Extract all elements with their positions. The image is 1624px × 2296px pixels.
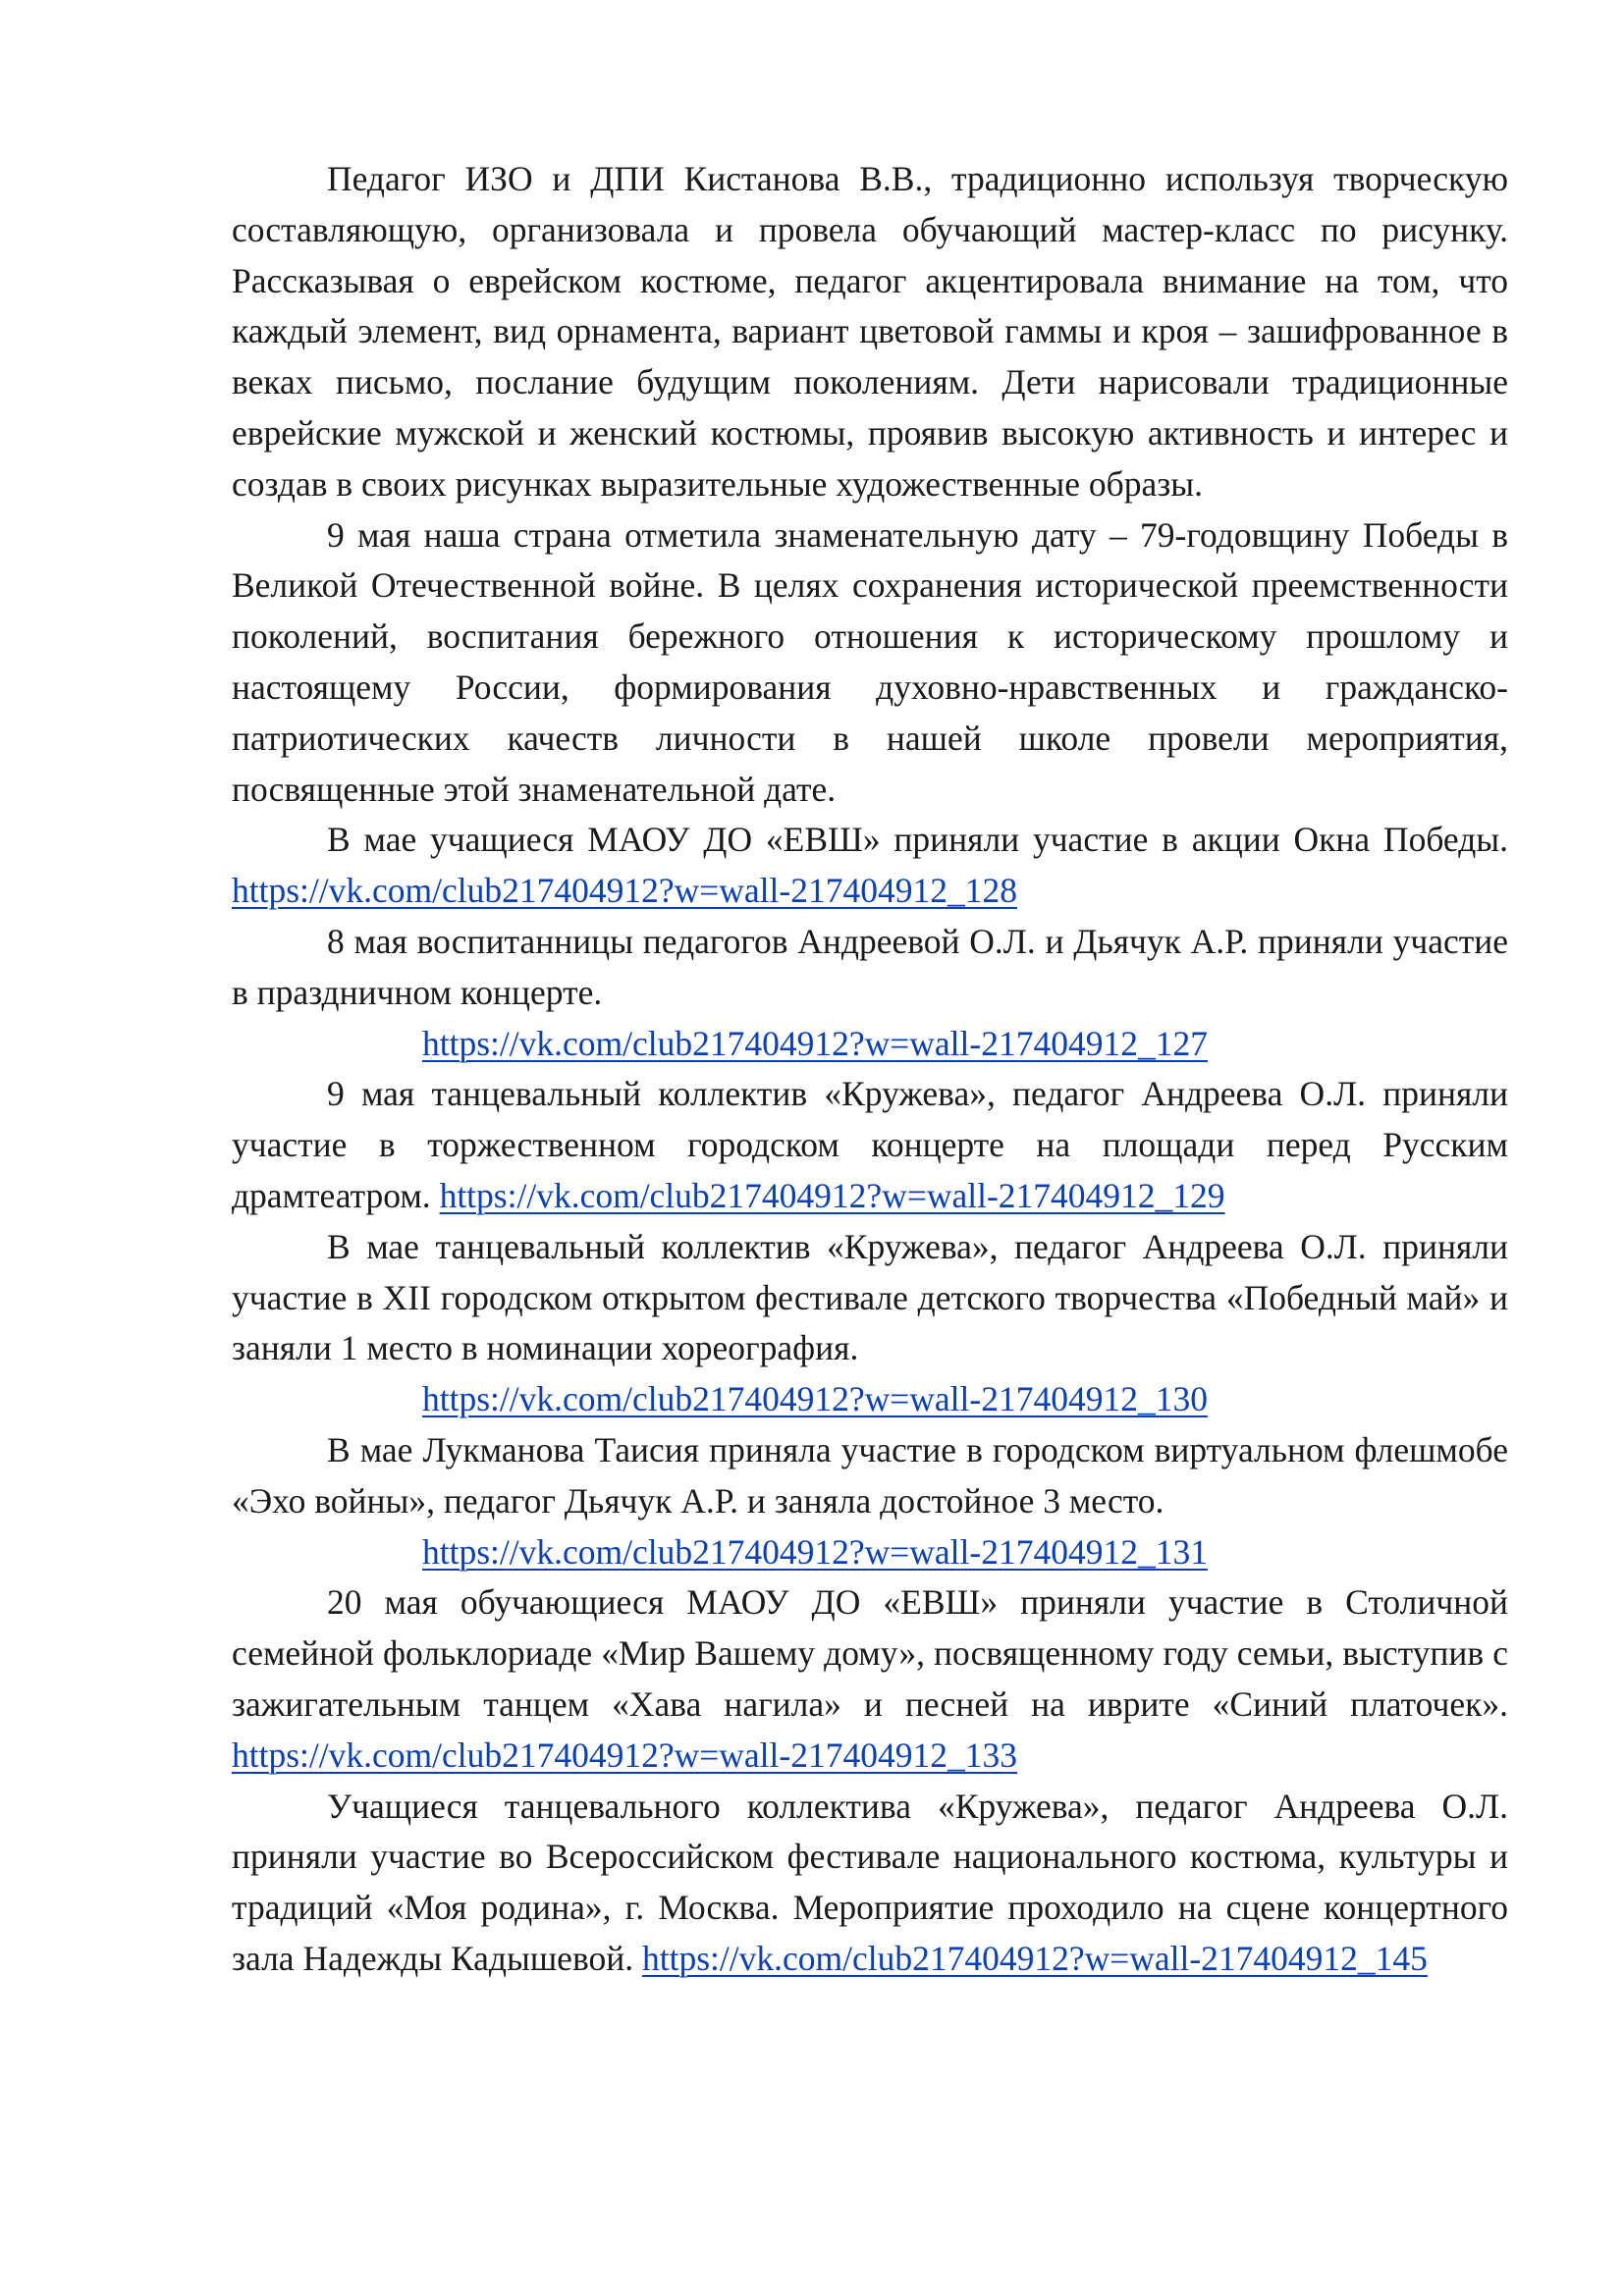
vk-post-link-130[interactable]: https://vk.com/club217404912?w=wall-217404912_130 (422, 1379, 1208, 1419)
vk-post-link-129[interactable]: https://vk.com/club217404912?w=wall-217404912_129 (439, 1175, 1225, 1215)
paragraph-victory-may-festival (232, 1222, 1508, 1425)
paragraph-folkloriade (232, 1577, 1508, 1781)
paragraph-victory-day (232, 510, 1508, 816)
paragraph-text: В мае учащиеся МАОУ ДО «ЕВШ» приняли участие в акции Окна Победы. (327, 820, 1508, 860)
paragraph-text: Учащиеся танцевального коллектива «Кружева», педагог Андреева О.Л. приняли участие во Всероссийском фестивале национального костюма, культуры и традиций «Моя родина», г. Москва. Мероприятие проходило на сцене концертного зала Надежды Кадышевой. (232, 1786, 1508, 1978)
paragraph-victory-windows (232, 815, 1508, 917)
paragraph-festive-concert (232, 917, 1508, 1069)
vk-post-link-128[interactable]: https://vk.com/club217404912?w=wall-217404912_128 (232, 871, 1017, 911)
paragraph-text: В мае танцевальный коллектив «Кружева», педагог Андреева О.Л. приняли участие в XII городском открытом фестивале детского творчества «Победный май» и заняли 1 место в номинации хореография. (232, 1226, 1508, 1368)
paragraph-text: Педагог ИЗО и ДПИ Кистанова В.В., традиционно используя творческую составляющую, организовала и провела обучающий мастер-класс по рисунку. Рассказывая о еврейском костюме, педагог акцентировала внимание на том, что каждый элемент, вид орнамента, вариант цветовой гаммы и кроя – зашифрованное в веках письмо, послание будущим поколениям. Дети нарисовали традиционные еврейские мужской и женский костюмы, проявив высокую активность и интерес и создав в своих рисунках выразительные художественные образы. (232, 159, 1508, 504)
vk-post-link-131[interactable]: https://vk.com/club217404912?w=wall-217404912_131 (422, 1531, 1208, 1572)
paragraph-costume-festival (232, 1782, 1508, 1985)
document-page (232, 154, 1508, 1985)
paragraph-text: В мае Лукманова Таисия приняла участие в городском виртуальном флешмобе «Эхо войны», педагог Дьячук А.Р. и заняла достойное 3 место. (232, 1429, 1508, 1521)
paragraph-text: 9 мая наша страна отметила знаменательную дату – 79-годовщину Победы в Великой Отечественной войне. В целях сохранения исторической преемственности поколений, воспитания бережного отношения к историческому прошлому и настоящему России, формирования духовно-нравственных и гражданско-патриотических качеств личности в нашей школе провели мероприятия, посвященные этой знаменательной дате. (232, 514, 1508, 809)
paragraph-text: 9 мая танцевальный коллектив «Кружева», педагог Андреева О.Л. приняли участие в торжественном городском концерте на площади перед Русским драмтеатром. (232, 1074, 1508, 1215)
vk-post-link-127[interactable]: https://vk.com/club217404912?w=wall-217404912_127 (422, 1023, 1208, 1063)
paragraph-text: 8 мая воспитанницы педагогов Андреевой О.Л. и Дьячук А.Р. приняли участие в праздничном концерте. (232, 921, 1508, 1012)
paragraph-text: 20 мая обучающиеся МАОУ ДО «ЕВШ» приняли участие в Столичной семейной фольклориаде «Мир Вашему дому», посвященному году семьи, выступив с зажигательным танцем «Хава нагила» и песней на иврите «Синий платочек». (232, 1582, 1508, 1724)
paragraph-echo-of-war-flashmob (232, 1425, 1508, 1577)
vk-post-link-133[interactable]: https://vk.com/club217404912?w=wall-217404912_133 (232, 1735, 1017, 1775)
vk-post-link-145[interactable]: https://vk.com/club217404912?w=wall-217404912_145 (641, 1938, 1428, 1978)
paragraph-city-concert (232, 1069, 1508, 1221)
paragraph-art-masterclass (232, 154, 1508, 510)
